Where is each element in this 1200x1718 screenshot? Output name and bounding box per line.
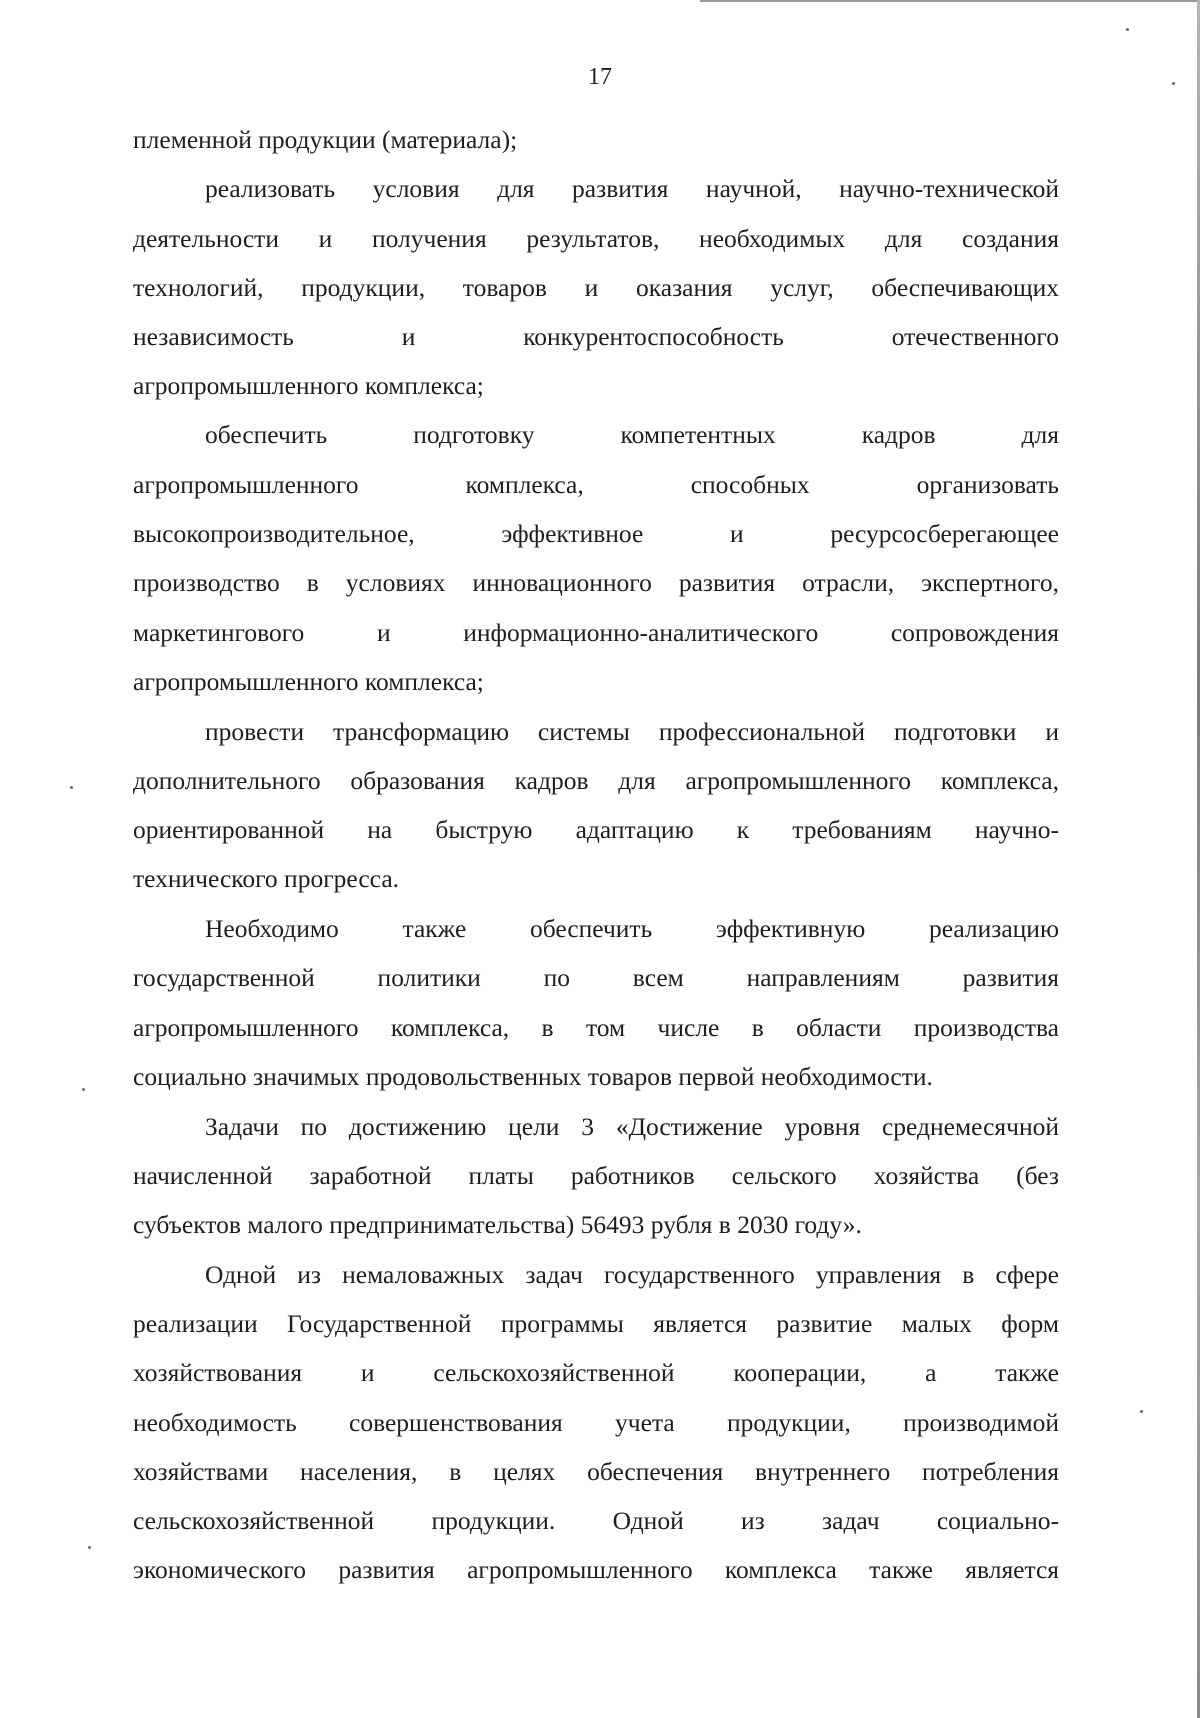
text-line: сельскохозяйственной продукции. Одной из задач социально- [133, 1506, 1059, 1535]
text-line: хозяйствами населения, в целях обеспечения внутреннего потребления [133, 1457, 1059, 1486]
scan-speck [1140, 1410, 1143, 1413]
text-line: производство в условиях инновационного развития отрасли, экспертного, [133, 568, 1059, 597]
text-line: провести трансформацию системы профессиональной подготовки и [205, 717, 1059, 746]
text-line: реализации Государственной программы является развитие малых форм [133, 1309, 1059, 1338]
scan-speck [82, 1088, 85, 1091]
text-line: начисленной заработной платы работников сельского хозяйства (без [133, 1161, 1059, 1190]
text-line: независимость и конкурентоспособность отечественного [133, 322, 1059, 351]
text-line: реализовать условия для развития научной, научно-технической [205, 174, 1059, 203]
text-line: маркетингового и информационно-аналитического сопровождения [133, 618, 1059, 647]
text-line: экономического развития агропромышленного комплекса также является [133, 1555, 1059, 1584]
text-line: Необходимо также обеспечить эффективную реализацию [205, 914, 1059, 943]
text-line: деятельности и получения результатов, необходимых для создания [133, 224, 1059, 253]
text-line: агропромышленного комплекса; [133, 667, 484, 696]
text-line: ориентированной на быструю адаптацию к требованиям научно- [133, 815, 1059, 844]
scan-speck [70, 786, 73, 789]
scan-speck [1126, 28, 1129, 31]
text-line: Задачи по достижению цели 3 «Достижение уровня среднемесячной [205, 1112, 1059, 1141]
text-line: государственной политики по всем направлениям развития [133, 963, 1059, 992]
text-line: субъектов малого предпринимательства) 56493 рубля в 2030 году». [133, 1210, 862, 1239]
text-line: агропромышленного комплекса; [133, 371, 484, 400]
scan-edge-top [700, 0, 1200, 2]
text-line: технического прогресса. [133, 864, 400, 893]
text-line: племенной продукции (материала); [133, 125, 518, 154]
text-line: агропромышленного комплекса, в том числе в области производства [133, 1013, 1059, 1042]
scan-speck [88, 1546, 91, 1549]
text-line: технологий, продукции, товаров и оказания услуг, обеспечивающих [133, 273, 1059, 302]
text-line: обеспечить подготовку компетентных кадров для [205, 420, 1059, 449]
text-line: агропромышленного комплекса, способных организовать [133, 470, 1059, 499]
text-line: социально значимых продовольственных товаров первой необходимости. [133, 1062, 933, 1091]
text-line: высокопроизводительное, эффективное и ресурсосберегающее [133, 519, 1059, 548]
page-number: 17 [588, 64, 612, 90]
text-line: хозяйствования и сельскохозяйственной кооперации, а также [133, 1358, 1059, 1387]
text-line: необходимость совершенствования учета продукции, производимой [133, 1408, 1059, 1437]
text-line: Одной из немаловажных задач государственного управления в сфере [205, 1260, 1059, 1289]
text-line: дополнительного образования кадров для агропромышленного комплекса, [133, 766, 1059, 795]
